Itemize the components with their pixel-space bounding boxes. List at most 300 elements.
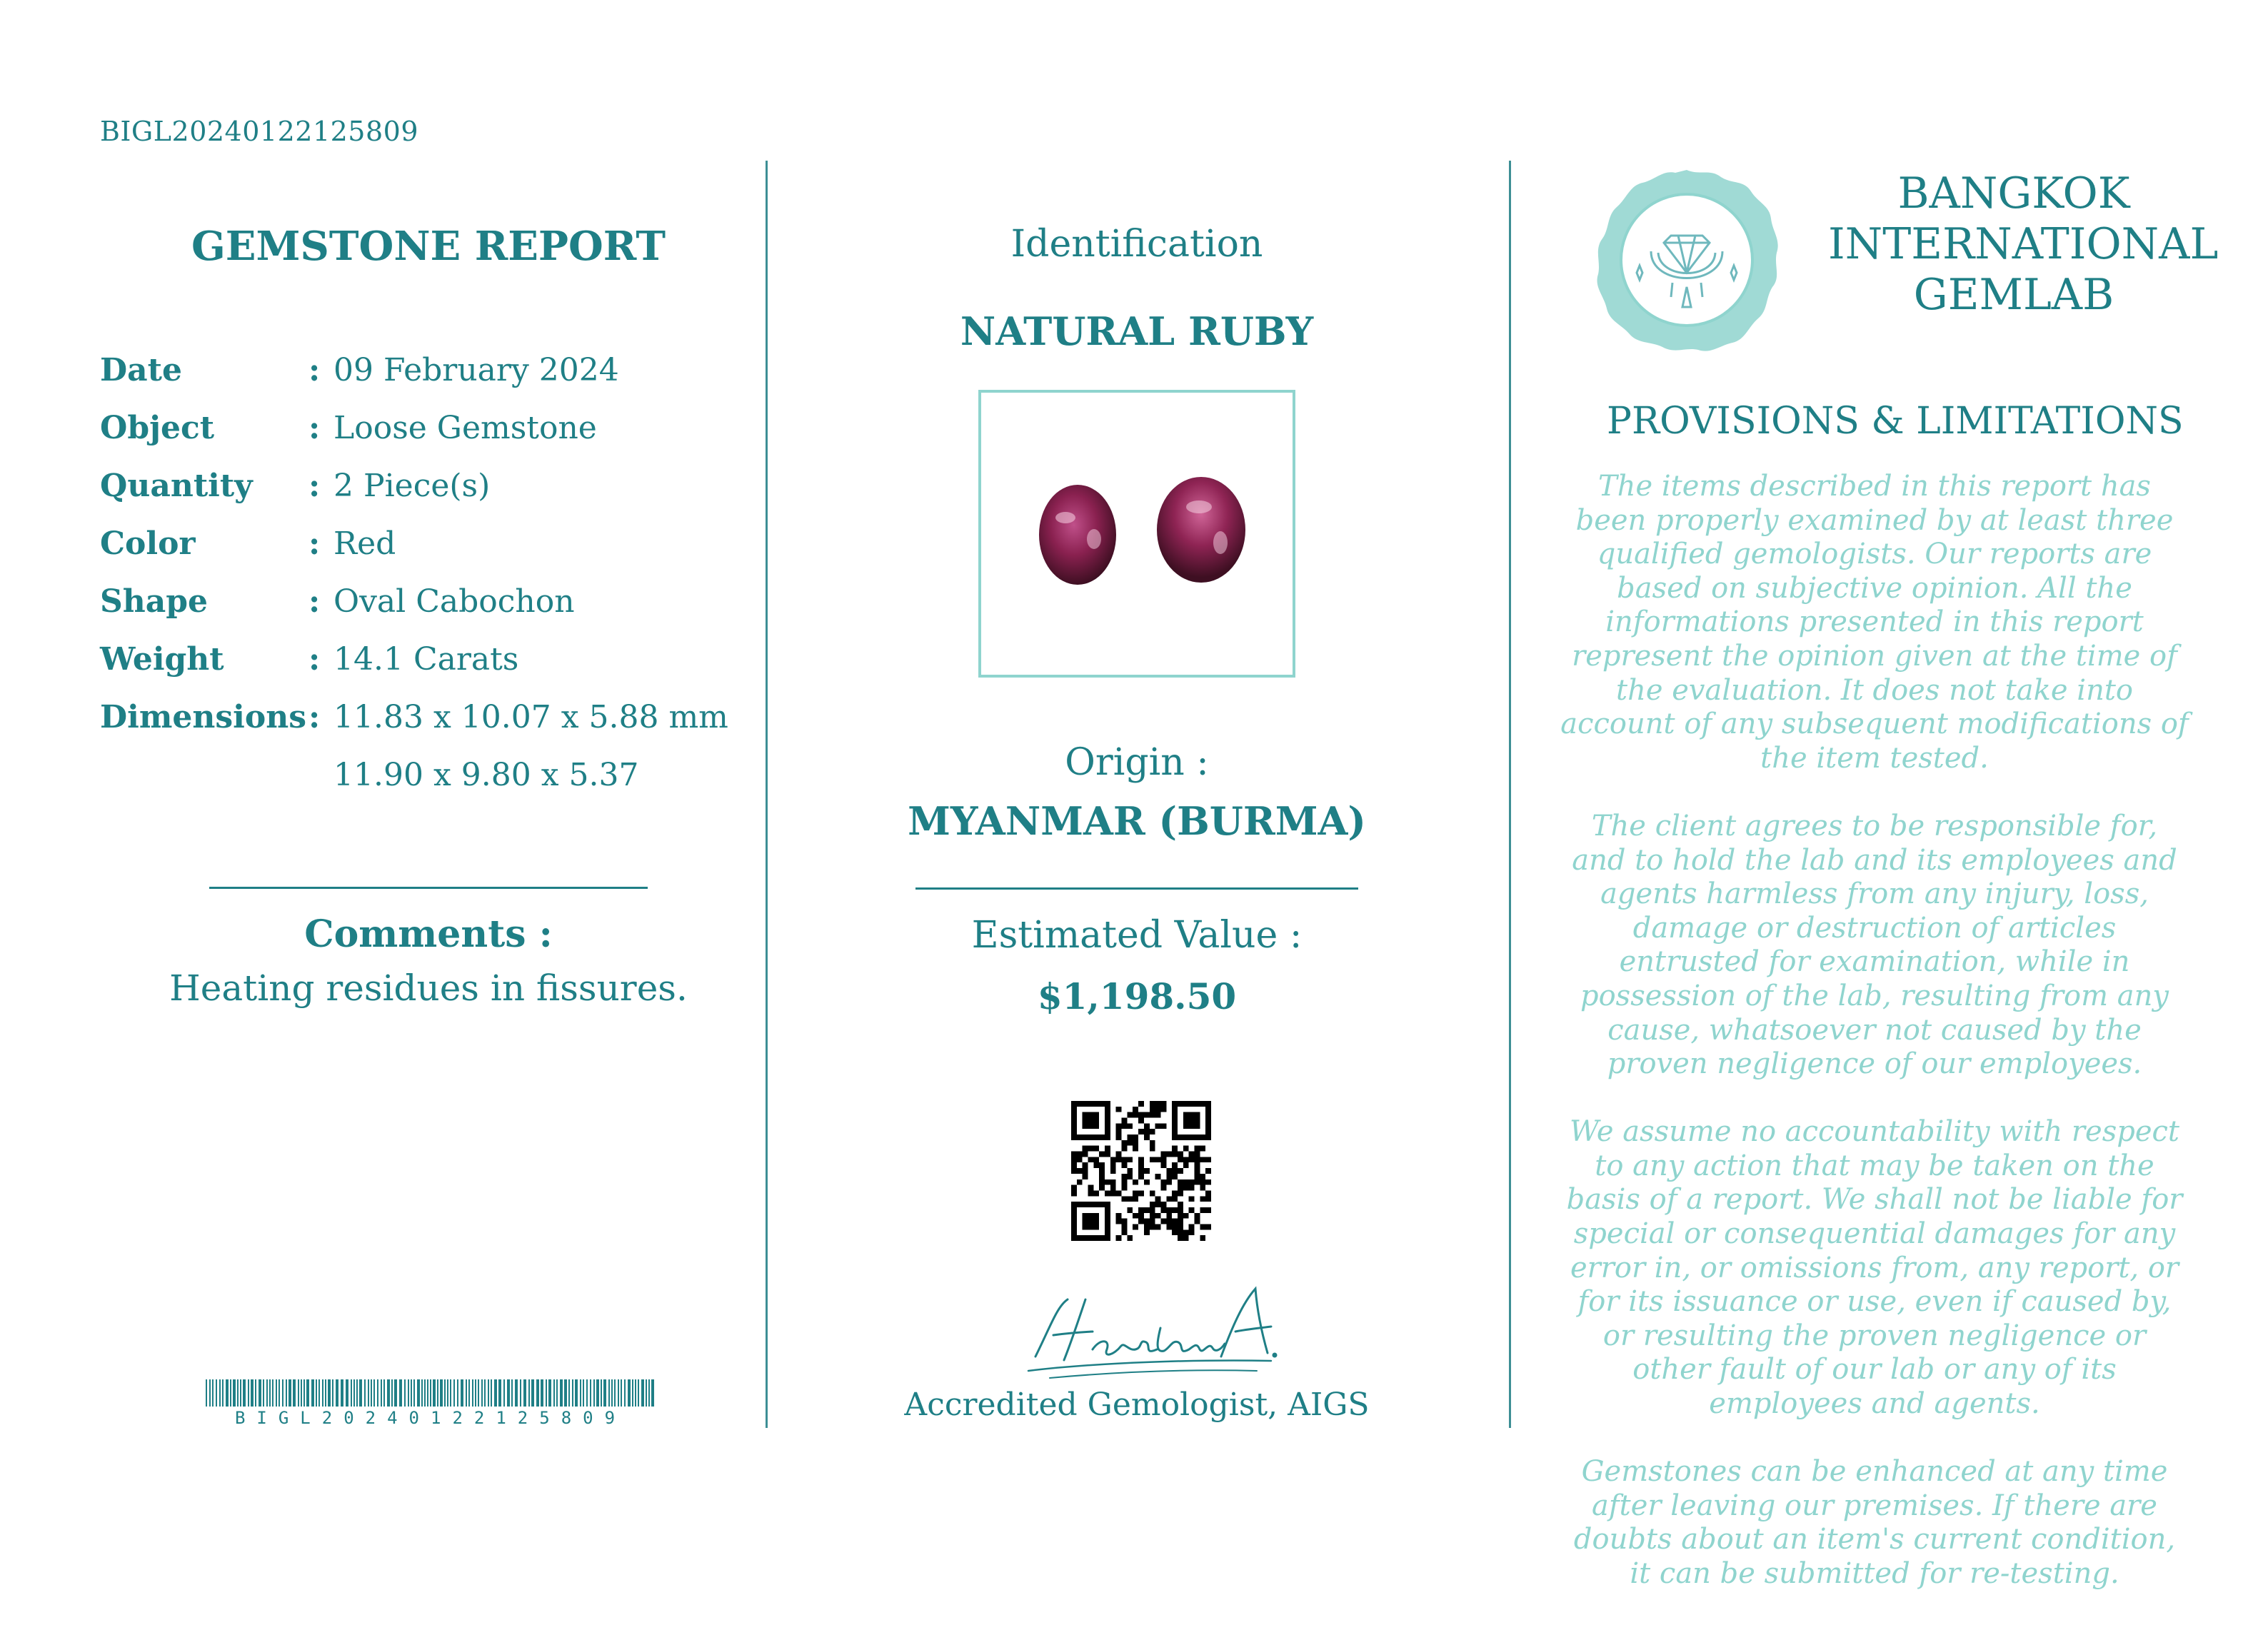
- barcode-bar: [468, 1379, 470, 1407]
- qr-module: [1183, 1235, 1189, 1241]
- qr-module: [1088, 1190, 1094, 1196]
- barcode-bar: [536, 1379, 539, 1407]
- qr-module: [1178, 1229, 1183, 1235]
- ruby-stone-right: [1157, 477, 1245, 583]
- detail-separator: :: [308, 468, 321, 504]
- signer-title: Accredited Gemologist, AIGS: [904, 1387, 1370, 1423]
- qr-module: [1071, 1229, 1077, 1235]
- barcode-bar: [222, 1379, 224, 1407]
- qr-module: [1155, 1101, 1161, 1107]
- divider-line: [915, 887, 1358, 890]
- qr-module: [1105, 1107, 1110, 1112]
- qr-module: [1110, 1168, 1116, 1174]
- qr-module: [1205, 1107, 1211, 1112]
- barcode-bar: [272, 1379, 274, 1407]
- qr-module: [1144, 1224, 1150, 1229]
- qr-module: [1105, 1135, 1110, 1140]
- qr-module: [1093, 1112, 1099, 1118]
- barcode-bar: [520, 1379, 521, 1407]
- barcode-bar: [461, 1379, 463, 1407]
- qr-module: [1105, 1152, 1110, 1157]
- barcode-bar: [651, 1379, 654, 1407]
- qr-module: [1205, 1190, 1211, 1196]
- qr-module: [1083, 1101, 1088, 1107]
- barcode-bar: [318, 1379, 320, 1407]
- barcode-bar: [286, 1379, 287, 1407]
- qr-module: [1138, 1190, 1144, 1196]
- detail-label: Weight: [100, 641, 224, 678]
- qr-module: [1138, 1129, 1144, 1135]
- qr-module: [1133, 1107, 1138, 1112]
- qr-module: [1144, 1207, 1150, 1213]
- qr-module: [1150, 1129, 1155, 1135]
- qr-module: [1172, 1152, 1178, 1157]
- qr-module: [1178, 1207, 1183, 1213]
- qr-module: [1105, 1224, 1110, 1229]
- qr-module: [1088, 1185, 1094, 1191]
- qr-module: [1071, 1162, 1077, 1168]
- barcode-bar: [417, 1379, 420, 1407]
- qr-module: [1166, 1224, 1172, 1229]
- barcode-bar: [413, 1379, 415, 1407]
- detail-separator: :: [308, 525, 321, 562]
- detail-label: Shape: [100, 583, 209, 620]
- qr-module: [1172, 1118, 1178, 1124]
- qr-module: [1127, 1157, 1133, 1162]
- qr-module: [1183, 1185, 1189, 1191]
- detail-row-dimensions-extra: [100, 746, 814, 804]
- barcode-bar: [359, 1379, 362, 1407]
- qr-module: [1155, 1174, 1161, 1179]
- qr-module: [1127, 1123, 1133, 1129]
- qr-module: [1144, 1112, 1150, 1118]
- qr-module: [1083, 1112, 1088, 1118]
- qr-module: [1150, 1219, 1155, 1224]
- qr-module: [1083, 1118, 1088, 1124]
- barcode-bar: [269, 1379, 271, 1407]
- qr-module: [1127, 1112, 1133, 1118]
- qr-module: [1083, 1224, 1088, 1229]
- barcode-bar: [601, 1379, 602, 1407]
- qr-module: [1200, 1101, 1205, 1107]
- qr-module: [1116, 1123, 1122, 1129]
- barcode-bar: [233, 1379, 236, 1407]
- qr-module: [1093, 1135, 1099, 1140]
- detail-label: Object: [100, 410, 215, 446]
- qr-module: [1099, 1174, 1105, 1179]
- qr-module: [1178, 1185, 1183, 1191]
- qr-module: [1088, 1135, 1094, 1140]
- qr-module: [1133, 1190, 1138, 1196]
- barcode-bar: [306, 1379, 309, 1407]
- qr-module: [1088, 1157, 1094, 1162]
- qr-module: [1093, 1146, 1099, 1152]
- qr-module: [1194, 1157, 1200, 1162]
- qr-module: [1116, 1235, 1122, 1241]
- qr-module: [1071, 1190, 1077, 1196]
- qr-module: [1150, 1112, 1155, 1118]
- qr-module: [1166, 1174, 1172, 1179]
- qr-code-icon[interactable]: [1071, 1101, 1211, 1241]
- qr-module: [1127, 1174, 1133, 1179]
- barcode-bar: [503, 1379, 505, 1407]
- provisions-text: [1560, 470, 2189, 1625]
- detail-label: Quantity: [100, 468, 253, 504]
- barcode-bar: [457, 1379, 458, 1407]
- qr-module: [1172, 1229, 1178, 1235]
- barcode-bar: [528, 1379, 530, 1407]
- qr-module: [1205, 1168, 1211, 1174]
- qr-module: [1071, 1107, 1077, 1112]
- species-name: NATURAL RUBY: [960, 308, 1314, 354]
- qr-module: [1166, 1207, 1172, 1213]
- qr-module: [1189, 1179, 1195, 1185]
- qr-module: [1071, 1152, 1077, 1157]
- qr-module: [1172, 1129, 1178, 1135]
- qr-module: [1127, 1207, 1133, 1213]
- qr-module: [1088, 1213, 1094, 1219]
- qr-module: [1110, 1157, 1116, 1162]
- barcode-bar: [453, 1379, 455, 1407]
- detail-value: 14.1 Carats: [333, 641, 519, 678]
- detail-value: Red: [333, 525, 396, 562]
- qr-module: [1172, 1168, 1178, 1174]
- qr-module: [1071, 1185, 1077, 1191]
- barcode-bar: [328, 1379, 331, 1407]
- barcode-bar: [332, 1379, 333, 1407]
- qr-module: [1088, 1101, 1094, 1107]
- qr-module: [1160, 1152, 1166, 1157]
- detail-separator: :: [308, 641, 321, 678]
- qr-module: [1194, 1174, 1200, 1179]
- barcode-bar: [638, 1379, 639, 1407]
- qr-module: [1189, 1224, 1195, 1229]
- barcode-bar: [515, 1379, 518, 1407]
- qr-module: [1194, 1146, 1200, 1152]
- qr-module: [1138, 1207, 1144, 1213]
- qr-module: [1122, 1224, 1128, 1229]
- qr-module: [1160, 1162, 1166, 1168]
- qr-module: [1155, 1157, 1161, 1162]
- qr-module: [1166, 1152, 1172, 1157]
- signature-image: [985, 1271, 1285, 1385]
- qr-module: [1205, 1179, 1211, 1185]
- qr-module: [1093, 1224, 1099, 1229]
- qr-module: [1189, 1152, 1195, 1157]
- qr-module: [1160, 1185, 1166, 1191]
- qr-module: [1133, 1179, 1138, 1185]
- qr-module: [1194, 1112, 1200, 1118]
- qr-module: [1088, 1235, 1094, 1241]
- qr-module: [1194, 1219, 1200, 1224]
- qr-module: [1178, 1168, 1183, 1174]
- barcode-bar: [611, 1379, 613, 1407]
- barcode-bar: [377, 1379, 378, 1407]
- qr-module: [1093, 1190, 1099, 1196]
- qr-module: [1105, 1179, 1110, 1185]
- qr-module: [1200, 1196, 1205, 1202]
- barcode-bar: [408, 1379, 409, 1407]
- qr-module: [1172, 1101, 1178, 1107]
- barcode-bar: [237, 1379, 239, 1407]
- barcode-bar: [427, 1379, 428, 1407]
- qr-module: [1122, 1140, 1128, 1146]
- qr-module: [1105, 1129, 1110, 1135]
- qr-module: [1105, 1213, 1110, 1219]
- lab-name-line: BANGKOK: [1897, 168, 2130, 218]
- qr-module: [1099, 1152, 1105, 1157]
- detail-value: 11.90 x 9.80 x 5.37: [333, 757, 639, 793]
- report-id: BIGL20240122125809: [100, 116, 418, 147]
- qr-module: [1110, 1190, 1116, 1196]
- estimated-value-label: Estimated Value :: [971, 914, 1303, 957]
- barcode-bar: [444, 1379, 446, 1407]
- qr-module: [1088, 1146, 1094, 1152]
- qr-module: [1071, 1135, 1077, 1140]
- barcode-bar: [586, 1379, 588, 1407]
- barcode-bar: [424, 1379, 426, 1407]
- barcode-bar: [243, 1379, 246, 1407]
- ruby-stone-left: [1039, 485, 1116, 585]
- qr-module: [1071, 1168, 1077, 1174]
- qr-module: [1122, 1179, 1128, 1185]
- lab-seal-logo: [1592, 166, 1781, 354]
- barcode-bar: [325, 1379, 326, 1407]
- qr-module: [1205, 1224, 1211, 1229]
- barcode-bar: [553, 1379, 555, 1407]
- qr-module: [1178, 1157, 1183, 1162]
- qr-module: [1099, 1135, 1105, 1140]
- qr-module: [1183, 1112, 1189, 1118]
- qr-module: [1194, 1213, 1200, 1219]
- qr-module: [1083, 1123, 1088, 1129]
- qr-module: [1116, 1219, 1122, 1224]
- qr-module: [1077, 1157, 1083, 1162]
- qr-module: [1127, 1196, 1133, 1202]
- qr-module: [1178, 1101, 1183, 1107]
- qr-module: [1071, 1118, 1077, 1124]
- barcode-bar: [632, 1379, 633, 1407]
- qr-module: [1093, 1101, 1099, 1107]
- barcode-bar: [488, 1379, 489, 1407]
- qr-module: [1178, 1135, 1183, 1140]
- qr-module: [1144, 1168, 1150, 1174]
- barcode-bar: [575, 1379, 578, 1407]
- qr-module: [1183, 1118, 1189, 1124]
- qr-module: [1083, 1219, 1088, 1224]
- qr-module: [1099, 1185, 1105, 1191]
- barcode-bar: [351, 1379, 352, 1407]
- detail-value: Oval Cabochon: [333, 583, 575, 620]
- qr-module: [1205, 1123, 1211, 1129]
- qr-module: [1183, 1135, 1189, 1140]
- barcode-bar: [484, 1379, 486, 1407]
- qr-module: [1083, 1135, 1088, 1140]
- barcode-bar: [596, 1379, 599, 1407]
- barcode-bar: [491, 1379, 492, 1407]
- qr-module: [1133, 1224, 1138, 1229]
- qr-module: [1172, 1207, 1178, 1213]
- qr-module: [1166, 1219, 1172, 1224]
- qr-module: [1083, 1202, 1088, 1207]
- detail-row-quantity: [100, 457, 814, 515]
- qr-module: [1150, 1101, 1155, 1107]
- qr-module: [1160, 1202, 1166, 1207]
- barcode-bar: [263, 1379, 264, 1407]
- qr-module: [1189, 1123, 1195, 1129]
- qr-module: [1127, 1168, 1133, 1174]
- qr-module: [1099, 1101, 1105, 1107]
- barcode-bar: [356, 1379, 358, 1407]
- qr-module: [1200, 1135, 1205, 1140]
- barcode-bar: [311, 1379, 314, 1407]
- qr-module: [1116, 1107, 1122, 1112]
- qr-module: [1178, 1213, 1183, 1219]
- qr-module: [1077, 1152, 1083, 1157]
- qr-module: [1083, 1235, 1088, 1241]
- qr-module: [1133, 1196, 1138, 1202]
- qr-module: [1194, 1179, 1200, 1185]
- qr-module: [1155, 1196, 1161, 1202]
- qr-module: [1194, 1152, 1200, 1157]
- qr-module: [1071, 1112, 1077, 1118]
- qr-module: [1116, 1135, 1122, 1140]
- qr-module: [1122, 1219, 1128, 1224]
- qr-module: [1150, 1207, 1155, 1213]
- qr-module: [1172, 1146, 1178, 1152]
- qr-module: [1172, 1123, 1178, 1129]
- barcode-bar: [648, 1379, 650, 1407]
- qr-module: [1122, 1162, 1128, 1168]
- qr-module: [1155, 1112, 1161, 1118]
- qr-module: [1077, 1179, 1083, 1185]
- divider-line: [209, 887, 648, 889]
- qr-module: [1088, 1224, 1094, 1229]
- qr-module: [1093, 1162, 1099, 1168]
- qr-module: [1150, 1213, 1155, 1219]
- barcode-bar: [472, 1379, 473, 1407]
- qr-module: [1093, 1157, 1099, 1162]
- qr-module: [1160, 1219, 1166, 1224]
- qr-module: [1189, 1157, 1195, 1162]
- origin-label: Origin :: [1065, 741, 1209, 784]
- qr-module: [1105, 1146, 1110, 1152]
- qr-module: [1155, 1202, 1161, 1207]
- detail-separator: :: [308, 699, 321, 735]
- qr-module: [1172, 1174, 1178, 1179]
- qr-module: [1166, 1196, 1172, 1202]
- qr-module: [1205, 1135, 1211, 1140]
- qr-module: [1105, 1235, 1110, 1241]
- barcode-bar: [288, 1379, 291, 1407]
- qr-module: [1178, 1219, 1183, 1224]
- barcode-bar: [546, 1379, 547, 1407]
- qr-module: [1122, 1157, 1128, 1162]
- barcode-bar: [255, 1379, 256, 1407]
- qr-module: [1189, 1229, 1195, 1235]
- qr-module: [1155, 1224, 1161, 1229]
- qr-module: [1088, 1219, 1094, 1224]
- qr-module: [1200, 1157, 1205, 1162]
- qr-module: [1093, 1219, 1099, 1224]
- qr-module: [1200, 1146, 1205, 1152]
- qr-module: [1122, 1118, 1128, 1124]
- qr-module: [1122, 1123, 1128, 1129]
- barcode-bar: [212, 1379, 214, 1407]
- barcode-bar: [511, 1379, 513, 1407]
- qr-module: [1138, 1174, 1144, 1179]
- qr-module: [1172, 1107, 1178, 1112]
- qr-module: [1105, 1229, 1110, 1235]
- ruby-image: [981, 393, 1293, 675]
- qr-module: [1133, 1135, 1138, 1140]
- barcode-bar: [635, 1379, 636, 1407]
- qr-module: [1071, 1123, 1077, 1129]
- qr-module: [1116, 1152, 1122, 1157]
- qr-module: [1166, 1179, 1172, 1185]
- qr-module: [1093, 1235, 1099, 1241]
- barcode-bar: [568, 1379, 570, 1407]
- qr-module: [1116, 1190, 1122, 1196]
- barcode-bar: [399, 1379, 402, 1407]
- qr-module: [1093, 1123, 1099, 1129]
- qr-module: [1083, 1213, 1088, 1219]
- qr-module: [1155, 1107, 1161, 1112]
- qr-module: [1172, 1224, 1178, 1229]
- qr-module: [1160, 1107, 1166, 1112]
- qr-module: [1172, 1196, 1178, 1202]
- qr-module: [1133, 1213, 1138, 1219]
- qr-module: [1133, 1140, 1138, 1146]
- qr-module: [1071, 1129, 1077, 1135]
- qr-module: [1205, 1101, 1211, 1107]
- barcode-bar: [391, 1379, 393, 1407]
- barcode-bar: [411, 1379, 412, 1407]
- barcode-bar: [590, 1379, 591, 1407]
- barcode-bar: [276, 1379, 277, 1407]
- barcode-bar: [507, 1379, 510, 1407]
- barcode-bar: [624, 1379, 626, 1407]
- qr-module: [1172, 1219, 1178, 1224]
- qr-module: [1093, 1118, 1099, 1124]
- qr-module: [1160, 1101, 1166, 1107]
- qr-module: [1077, 1135, 1083, 1140]
- provisions-title: PROVISIONS & LIMITATIONS: [1607, 400, 2184, 443]
- qr-module: [1071, 1219, 1077, 1224]
- barcode-bar: [404, 1379, 406, 1407]
- qr-module: [1099, 1168, 1105, 1174]
- barcode-text: BIGL20240122125809: [234, 1408, 627, 1428]
- qr-module: [1138, 1213, 1144, 1219]
- barcode-bar: [618, 1379, 619, 1407]
- comments-title: Comments :: [304, 912, 553, 956]
- qr-module: [1200, 1235, 1205, 1241]
- barcode-bar: [279, 1379, 280, 1407]
- qr-module: [1105, 1219, 1110, 1224]
- qr-module: [1172, 1162, 1178, 1168]
- barcode-bar: [383, 1379, 385, 1407]
- barcode-bar: [646, 1379, 647, 1407]
- qr-module: [1194, 1118, 1200, 1124]
- qr-module: [1105, 1112, 1110, 1118]
- qr-module: [1205, 1129, 1211, 1135]
- qr-module: [1138, 1101, 1144, 1107]
- barcode-bar: [293, 1379, 296, 1407]
- qr-module: [1110, 1179, 1116, 1185]
- barcode-bar: [628, 1379, 631, 1407]
- qr-module: [1122, 1229, 1128, 1235]
- qr-module: [1071, 1235, 1077, 1241]
